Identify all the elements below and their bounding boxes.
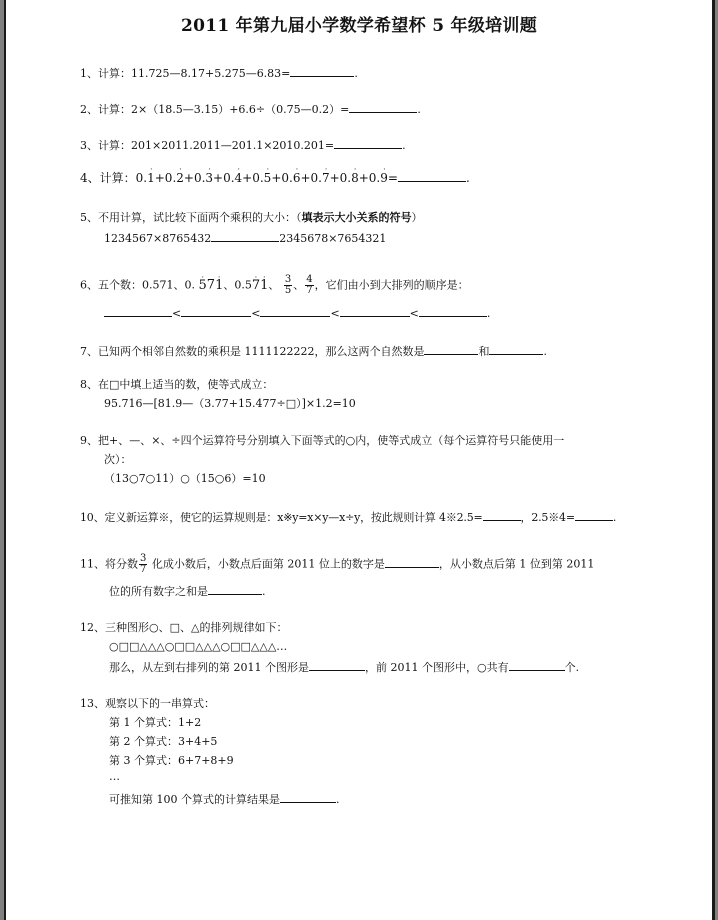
answer-blank[interactable]	[483, 509, 521, 521]
question-13-line-3: 第 3 个算式：6+7+8+9	[109, 754, 234, 767]
answer-blank[interactable]	[290, 65, 354, 77]
period: .	[402, 139, 406, 152]
question-number: 12、	[80, 621, 105, 634]
question-text: 将分数	[105, 557, 138, 571]
repeating-digit: · 5	[199, 279, 207, 293]
answer-blank[interactable]	[104, 305, 172, 317]
question-8	[80, 378, 273, 392]
and-text: 和	[478, 345, 490, 358]
term-7: +0.7 ·	[300, 171, 329, 185]
question-9	[80, 434, 564, 448]
question-text: 计算：2×（18.5—3.15）+6.6÷（0.75—0.2）=	[98, 103, 350, 116]
numerator: 3	[140, 553, 147, 564]
numerator: 4	[306, 274, 313, 285]
numerator: 3	[284, 274, 292, 285]
question-2	[80, 101, 421, 117]
question-text: 位的所有数字之和是	[109, 585, 208, 598]
question-text: 三种图形○、□、△的排列规律如下：	[105, 621, 288, 634]
paren: ）	[411, 211, 423, 224]
question-13-cont	[109, 791, 340, 807]
repeating-digit: · 1	[215, 279, 223, 293]
answer-blank[interactable]	[309, 659, 365, 671]
denominator: 7	[306, 285, 313, 296]
question-13-line-2: 第 2 个算式：3+4+5	[109, 735, 218, 748]
term-9: +0.9 ·	[359, 171, 388, 185]
question-text: 计算：11.725—8.17+5.275—6.83=	[98, 67, 291, 80]
product-right: 2345678×7654321	[279, 232, 387, 245]
document-page	[4, 0, 715, 920]
question-8-equation	[104, 397, 356, 411]
question-number: 10、	[80, 511, 105, 524]
period: .	[336, 793, 340, 806]
question-11	[80, 554, 594, 575]
term-3: +0.3 ·	[184, 171, 213, 185]
period: .	[417, 103, 421, 116]
fraction-3-5	[284, 275, 292, 296]
question-text: 定义新运算※，使它的运算规则是：x※y=x×y—x÷y，按此规则计算 4※2.5=	[104, 511, 483, 524]
answer-blank[interactable]	[424, 343, 478, 355]
term-2: +0.2 ·	[155, 171, 184, 185]
period: .	[543, 345, 547, 358]
term-1: 0.1 ·	[136, 171, 155, 185]
question-10	[80, 509, 616, 525]
period: .	[465, 171, 470, 185]
fraction-3-7	[139, 554, 147, 575]
question-text: 把+、—、×、÷四个运算符号分别填入下面等式的○内，使等式成立（每个运算符号只能使用一	[98, 434, 565, 447]
separator: 、	[268, 278, 280, 292]
question-6-order	[104, 305, 490, 321]
question-text: ，它们由小到大排列的顺序是：	[314, 278, 469, 292]
question-number: 9、	[80, 434, 98, 447]
question-text: 五个数：0.571、0.	[98, 278, 195, 292]
question-number: 2、	[80, 103, 98, 116]
question-11-cont	[109, 583, 266, 599]
less-than: <	[172, 307, 182, 320]
term-5: +0.5 ·	[242, 171, 271, 185]
question-text: 在□中填上适当的数，使等式成立：	[98, 378, 274, 391]
digit: 7	[206, 277, 216, 293]
denominator: 7	[140, 564, 147, 575]
denominator: 5	[284, 285, 292, 296]
period: .	[612, 511, 617, 524]
question-9-equation	[104, 472, 266, 486]
question-7	[80, 343, 547, 359]
answer-blank[interactable]	[398, 170, 466, 182]
question-1	[80, 65, 358, 81]
less-than: <	[330, 307, 340, 320]
question-number: 3、	[80, 139, 98, 152]
question-5	[80, 211, 423, 225]
less-than: <	[251, 307, 261, 320]
emphasis-text: 填表示大小关系的符号	[301, 211, 412, 224]
question-13-ellipsis: …	[109, 770, 120, 783]
term-8: +0.8 ·	[330, 171, 359, 185]
answer-blank[interactable]	[208, 583, 262, 595]
product-left: 1234567×8765432	[104, 232, 212, 245]
equation: （13○7○11）○（15○6）=10	[104, 472, 266, 485]
answer-blank[interactable]	[340, 305, 410, 317]
term-6: +0.6 ·	[271, 171, 300, 185]
separator: 、0.5	[223, 278, 252, 292]
question-number: 7、	[80, 345, 98, 358]
question-number: 1、	[80, 67, 98, 80]
question-text: 不用计算，试比较下面两个乘积的大小：（	[98, 211, 302, 224]
equation: 95.716—[81.9—（3.77+15.477÷□）]×1.2=10	[104, 397, 356, 410]
answer-blank[interactable]	[509, 659, 565, 671]
question-text: 计算：201×2011.2011—201.1×2010.201=	[98, 139, 335, 152]
repeating-digit: · 7	[252, 279, 260, 293]
page-title: 2011 年第九届小学数学希望杯 5 年级培训题	[180, 16, 538, 36]
answer-blank[interactable]	[349, 101, 417, 113]
question-4	[80, 170, 470, 185]
question-text: 已知两个相邻自然数的乘积是 1111122222，那么这两个自然数是	[98, 345, 425, 358]
answer-blank[interactable]	[575, 509, 613, 521]
question-number: 4、	[80, 171, 100, 185]
fraction-4-7	[305, 275, 313, 296]
question-number: 8、	[80, 378, 98, 391]
question-text: 化成小数后，小数点后面第 2011 位上的数字是	[148, 557, 385, 571]
question-9-cont	[104, 453, 132, 467]
unit-text: 个.	[564, 661, 580, 674]
question-5-compare	[104, 230, 386, 246]
period: .	[262, 585, 266, 598]
answer-blank[interactable]	[334, 137, 402, 149]
question-number: 13、	[80, 697, 105, 710]
question-13	[80, 697, 215, 711]
question-12-sequence	[109, 640, 287, 654]
answer-blank[interactable]	[489, 343, 543, 355]
term-4: +0.4 ·	[213, 171, 242, 185]
question-text: ，前 2011 个图形中，○共有	[365, 661, 509, 674]
answer-blank[interactable]	[280, 791, 336, 803]
question-13-line-1: 第 1 个算式：1+2	[109, 716, 202, 729]
answer-blank[interactable]	[181, 305, 251, 317]
question-3	[80, 137, 406, 153]
period: .	[354, 67, 358, 80]
question-text: 可推知第 100 个算式的计算结果是	[109, 793, 280, 806]
question-12-cont	[109, 659, 579, 675]
answer-blank[interactable]	[385, 556, 439, 568]
shape-sequence: ○□□△△△○□□△△△○□□△△△…	[109, 640, 288, 653]
question-number: 5、	[80, 211, 98, 224]
question-text: 次）：	[104, 453, 132, 466]
answer-blank[interactable]	[211, 230, 279, 242]
less-than: <	[409, 307, 419, 320]
question-text: 计算：	[99, 171, 136, 185]
equals: =	[387, 171, 398, 185]
separator: 、	[293, 278, 305, 292]
question-text: ，从小数点后第 1 位到第 2011	[438, 557, 595, 571]
period: .	[486, 307, 491, 320]
question-text: 那么，从左到右排列的第 2011 个图形是	[109, 661, 309, 674]
question-12	[80, 621, 287, 635]
question-number: 6、	[80, 278, 98, 292]
answer-blank[interactable]	[260, 305, 330, 317]
repeating-digit: · 1	[260, 279, 268, 293]
question-text: ，2.5※4=	[520, 511, 575, 524]
answer-blank[interactable]	[419, 305, 487, 317]
question-number: 11、	[80, 557, 105, 571]
question-text: 观察以下的一串算式：	[105, 697, 215, 710]
question-6	[80, 275, 469, 296]
